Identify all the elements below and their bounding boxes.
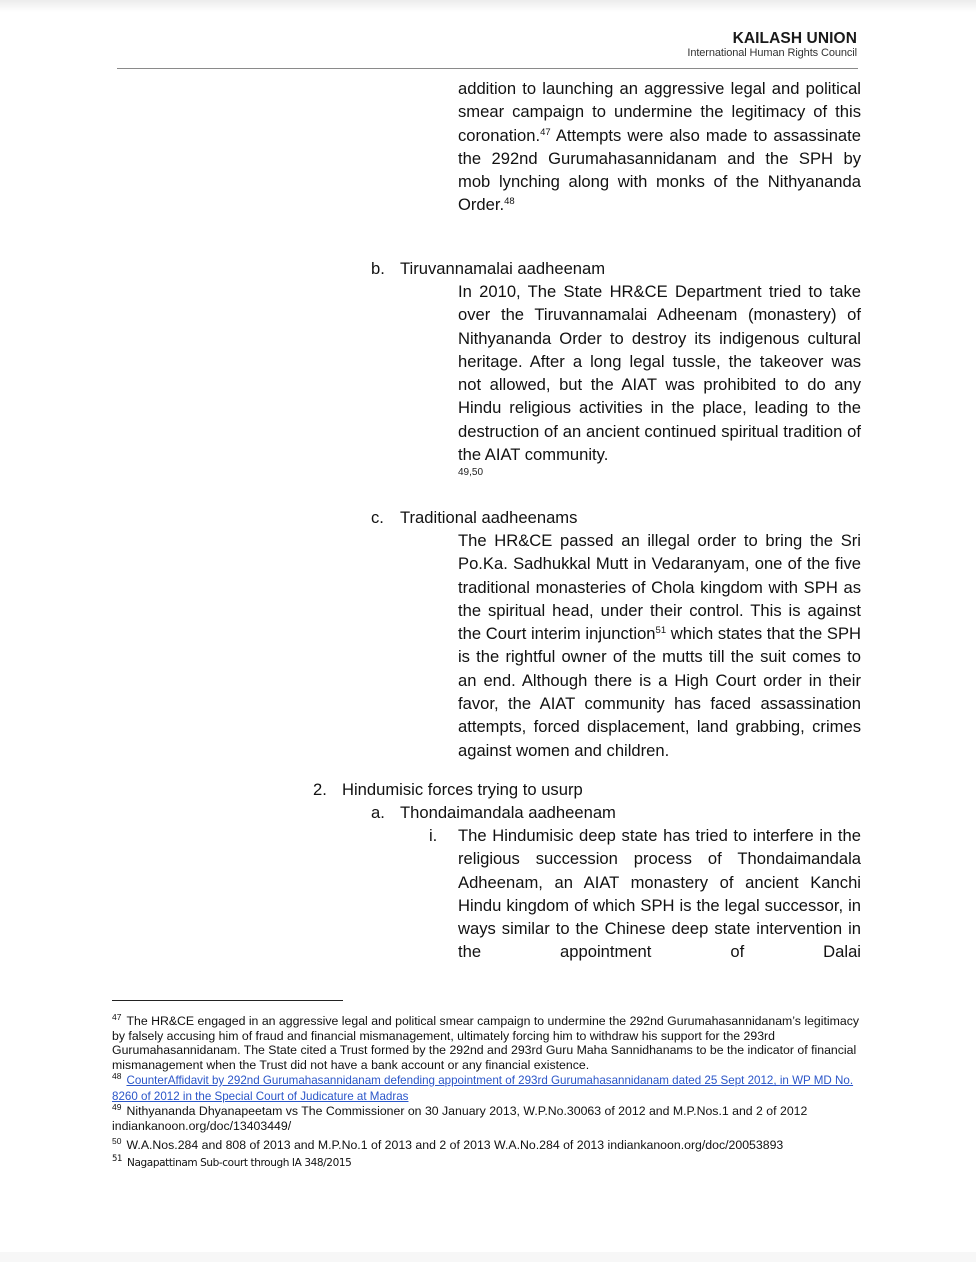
footnote-text: The HR&CE engaged in an aggressive legal and political smear campaign to undermine the 292nd Gurumahasannidanam’s legitimacy by falsely accusing him of fraud and financial mismanagement, ultimately forcing him to withdraw his support for the 293rd Gurumahasannidanam. The State cited a Trust formed by the 292nd and 293rd Guru Maha Sannidhanams to be the indicator of financial mismanagement when the Trust did not have a bank account or any financial existence.: [112, 1014, 860, 1072]
footnote-number: 48: [112, 1071, 122, 1081]
page-top-shadow: [0, 0, 976, 12]
footnote-number: 51: [112, 1154, 123, 1164]
footnote-link-counteraffidavit[interactable]: CounterAffidavit by 292nd Gurumahasannidanam defending appointment of 293rd Gurumahasannidanam dated 25 Sept 2012, in WP MD No. 8260 of 2012 in the Special Court of Judicature at Madras: [112, 1074, 854, 1103]
section-heading-traditional: Traditional aadheenams: [400, 508, 578, 527]
list-marker-b: b.: [371, 259, 385, 278]
page-header: [687, 30, 857, 59]
continuation-text-a: addition to launching an aggressive legal and political smear campaign to undermine the legitimacy of this coronation.: [458, 79, 861, 145]
footnote-49: [112, 1104, 862, 1133]
footnote-51: [112, 1156, 862, 1171]
section-heading-thondaimandala: Thondaimandala aadheenam: [400, 803, 616, 822]
footnote-47: [112, 1014, 862, 1072]
traditional-paragraph: [458, 529, 861, 762]
footnote-ref-51[interactable]: 51: [655, 625, 667, 637]
continuation-text-b: Attempts were also made to assassinate the 292nd Gurumahasannidanam and the SPH by mob lynching along with monks of the Nithyananda Order.: [458, 125, 861, 215]
list-marker-c: c.: [371, 508, 384, 527]
tiruvannamalai-paragraph: In 2010, The State HR&CE Department tried to take over the Tiruvannamalai Adheenam (monastery) of Nithyananda Order to destroy its indigenous cultural heritage. After a long legal tussle, the takeover was not allowed, but the AIAT was prohibited to do any Hindu religious activities in the place, leading to the destruction of an ancient continued spiritual tradition of the AIAT community.: [458, 282, 861, 465]
footnote-48: [112, 1073, 862, 1104]
continuation-paragraph: [458, 77, 861, 217]
org-subtitle: International Human Rights Council: [687, 47, 857, 59]
org-title: KAILASH UNION: [732, 30, 857, 47]
footnote-separator: [112, 1000, 343, 1001]
page-bottom-edge: [0, 1252, 976, 1262]
thondaimandala-paragraph: The Hindumisic deep state has tried to interfere in the religious succession process of Thondaimandala Adheenam, an AIAT monastery of ancient Kanchi Hindu kingdom of which SPH is the legal successor, in ways similar to the Chinese deep state intervention in the appointment of Dalai: [458, 826, 861, 962]
footnote-50: [112, 1138, 862, 1153]
footnote-number: 49: [112, 1102, 122, 1112]
footnote-text: Nithyananda Dhyanapeetam vs The Commissioner on 30 January 2013, W.P.No.30063 of 2012 and M.P.Nos.1 and 2 of 2012 indiankanoon.org/doc/13403449/: [112, 1104, 808, 1133]
header-divider: [117, 68, 858, 69]
list-marker-i: i.: [429, 826, 438, 845]
footnote-text: Nagapattinam Sub-court through IA 348/2015: [127, 1157, 352, 1169]
footnote-ref-48[interactable]: 48: [504, 196, 515, 208]
footnote-ref-47[interactable]: 47: [540, 126, 551, 138]
footnote-text: W.A.Nos.284 and 808 of 2013 and M.P.No.1 of 2013 and 2 of 2013 W.A.No.284 of 2013 indiankanoon.org/doc/20053893: [126, 1138, 784, 1152]
traditional-text-a: The HR&CE passed an illegal order to bring the Sri Po.Ka. Sadhukkal Mutt in Vedaranyam, one of the five traditional monasteries of Chola kingdom with SPH as the spiritual head, under their control. This is against the Court interim injunction: [458, 531, 861, 644]
footnote-number: 47: [112, 1012, 122, 1022]
list-marker-a: a.: [371, 803, 385, 822]
section-heading-tiruvannamalai: Tiruvannamalai aadheenam: [400, 259, 606, 278]
traditional-text-b: which states that the SPH is the rightful owner of the mutts till the suit comes to an end. Although there is a High Court order in their favor, the AIAT community has faced assassination attempts, forced displacement, land grabbing, crimes against women and children.: [458, 624, 862, 760]
section-heading-hindumisic: Hindumisic forces trying to usurp: [342, 780, 583, 799]
footnote-number: 50: [112, 1136, 122, 1146]
list-marker-2: 2.: [313, 780, 327, 799]
footnote-ref-49-50[interactable]: 49,50: [458, 467, 484, 478]
